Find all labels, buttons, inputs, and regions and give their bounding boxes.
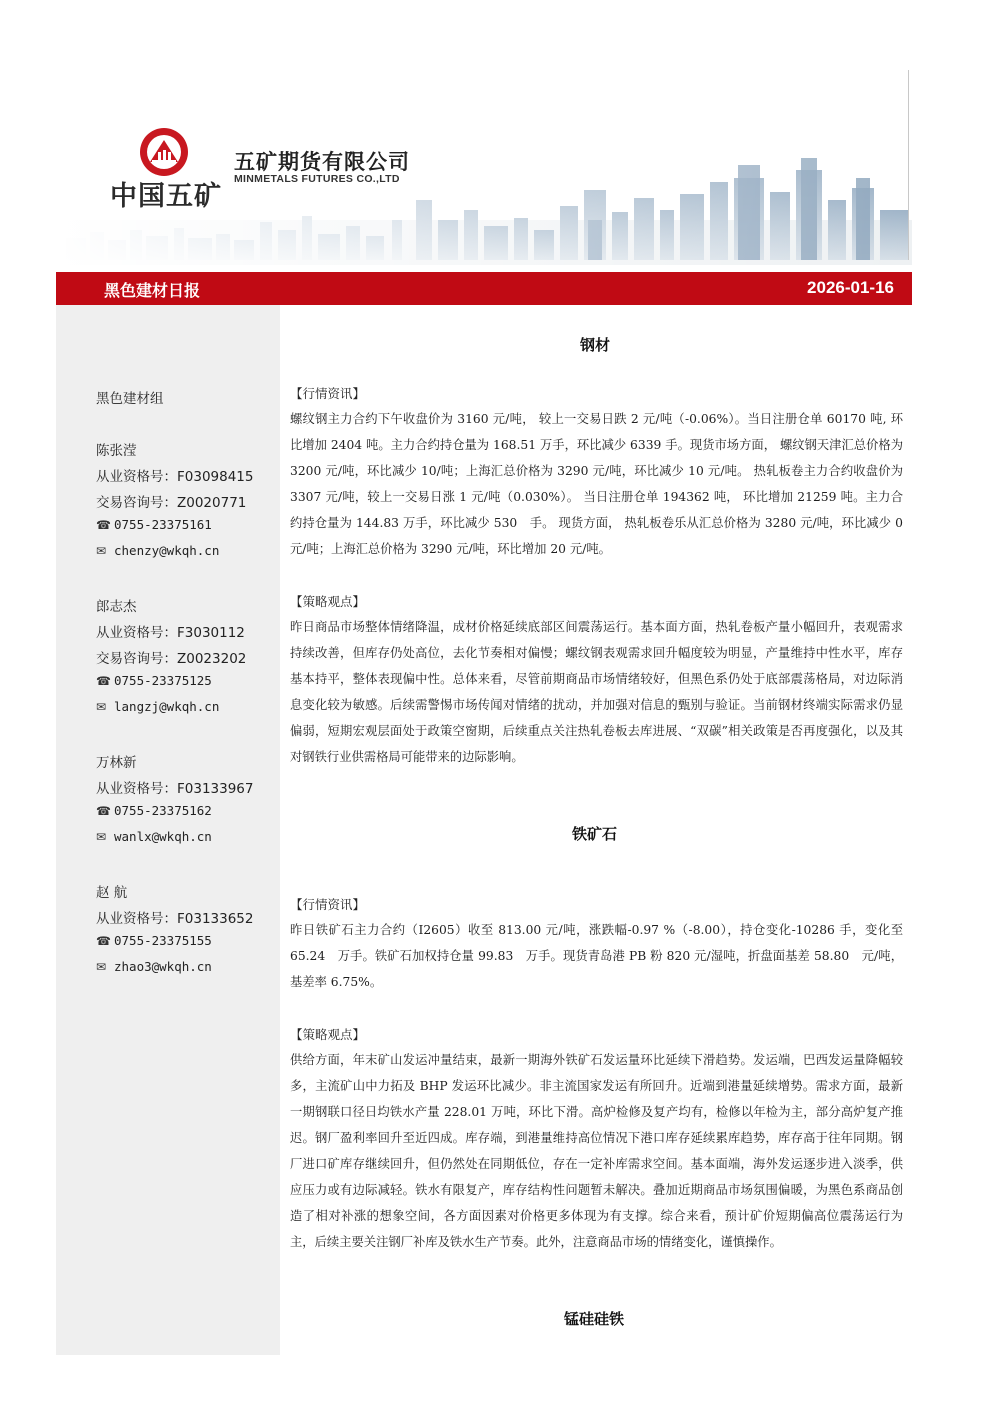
email-icon: ✉: [96, 544, 107, 558]
analyst-qualification: 从业资格号：F03098415: [96, 469, 254, 485]
phone-icon: ☎: [96, 674, 111, 688]
market-info-tag: 【行情资讯】: [290, 897, 366, 912]
email-address[interactable]: zhao3@wkqh.cn: [114, 959, 212, 974]
logo-text: 中国五矿: [110, 181, 222, 212]
report-title: 黑色建材日报: [104, 281, 201, 300]
email-address[interactable]: chenzy@wkqh.cn: [114, 543, 220, 558]
analyst-consulting-number: 交易咨询号：Z0023202: [96, 651, 247, 667]
analyst-qualification: 从业资格号：F03133652: [96, 911, 254, 927]
email-icon: ✉: [96, 700, 107, 714]
email-address[interactable]: wanlx@wkqh.cn: [114, 829, 212, 844]
phone-icon: ☎: [96, 934, 111, 948]
analyst-name: 郎志杰: [96, 599, 137, 615]
analyst-email[interactable]: [96, 959, 212, 975]
steel-strategy: 昨日商品市场整体情绪降温，成材价格延续底部区间震荡运行。基本面方面，热轧卷板产量小幅回升，表观需求持续改善，但库存仍处高位，去化节奏相对偏慢；螺纹钢表观需求回升幅度较为明显，产量维持中性水平，库存基本持平，整体表现偏中性。总体来看，尽管前期商品市场情绪较好，但黑色系仍处于底部震荡格局，对边际消息变化较为敏感。后续需警惕市场传闻对情绪的扰动，并加强对信息的甄别与验证。当前钢材终端实际需求仍显偏弱，短期宏观层面处于政策空窗期，后续重点关注热轧卷板去库进展、“双碳”相关政策是否再度强化，以及其对钢铁行业供需格局可能带来的边际影响。: [290, 620, 903, 764]
analyst-consulting-number: 交易咨询号：Z0020771: [96, 495, 247, 511]
steel-market-info: 螺纹钢主力合约下午收盘价为 3160 元/吨， 较上一交易日跌 2 元/吨（-0.06%）。当日注册仓单 60170 吨, 环比增加 2404 吨。主力合约持仓量为 168.51 万手，环比减少 6339 手。现货市场方面， 螺纹钢天津汇总价格为 3200 元/吨，环比减少 10/吨；上海汇总价格为 3290 元/吨，环比减少 10 元/吨。 热轧板卷主力合约收盘价为 3307 元/吨，较上一交易日涨 1 元/吨（0.030%）。 当日注册仓单 194362 吨， 环比增加 21259 吨。主力合约持仓量为 144.83 万手，环比减少 530 手。 现货方面， 热轧板卷乐从汇总价格为 3280 元/吨，环比减少 0 元/吨；上海汇总价格为 3290 元/吨，环比增加 20 元/吨。: [290, 412, 903, 556]
section-title-steel: 钢材: [580, 336, 611, 354]
analyst-phone: [96, 933, 212, 949]
report-date: 2026-01-16: [807, 278, 894, 297]
analyst-email[interactable]: [96, 699, 219, 715]
section-title-mn-si: 锰硅硅铁: [564, 1310, 625, 1328]
report-title-banner: [56, 272, 912, 305]
phone-number: 0755-23375161: [114, 517, 212, 532]
company-name-cn: 五矿期货有限公司: [234, 150, 410, 174]
analyst-qualification: 从业资格号：F3030112: [96, 625, 245, 641]
iron-ore-market-info: 昨日铁矿石主力合约（I2605）收至 813.00 元/吨，涨跌幅-0.97 %（-8.00），持仓变化-10286 手，变化至 65.24 万手。铁矿石加权持仓量 99.83 万手。现货青岛港 PB 粉 820 元/湿吨，折盘面基差 58.80 元/吨，基差率 6.75%。: [290, 923, 903, 989]
section-title-iron-ore: 铁矿石: [572, 825, 618, 843]
analyst-name: 陈张滢: [96, 443, 137, 459]
email-address[interactable]: langzj@wkqh.cn: [114, 699, 220, 714]
company-name-en: MINMETALS FUTURES CO.,LTD: [234, 173, 400, 185]
analyst-email[interactable]: [96, 829, 212, 845]
team-name: 黑色建材组: [96, 391, 164, 407]
analyst-phone: [96, 673, 212, 689]
header-divider: [908, 70, 909, 260]
analyst-name: 赵 航: [96, 885, 128, 901]
strategy-tag: 【策略观点】: [290, 594, 366, 609]
analyst-email[interactable]: [96, 543, 219, 559]
analyst-phone: [96, 803, 212, 819]
analyst-name: 万林新: [96, 755, 137, 771]
phone-number: 0755-23375155: [114, 933, 212, 948]
analyst-qualification: 从业资格号：F03133967: [96, 781, 254, 797]
report-header: [56, 70, 912, 265]
iron-ore-strategy: 供给方面，年末矿山发运冲量结束，最新一期海外铁矿石发运量环比延续下滑趋势。发运端，巴西发运量降幅较多，主流矿山中力拓及 BHP 发运环比减少。非主流国家发运有所回升。近端到港量延续增势。需求方面，最新一期钢联口径日均铁水产量 228.01 万吨，环比下滑。高炉检修及复产均有，检修以年检为主，部分高炉复产推迟。钢厂盈利率回升至近四成。库存端，到港量维持高位情况下港口库存延续累库趋势，库存高于往年同期。钢厂进口矿库存继续回升，但仍然处在同期低位，存在一定补库需求空间。基本面端，海外发运逐步进入淡季，供应压力或有边际减轻。铁水有限复产，库存结构性问题暂未解决。叠加近期商品市场氛围偏暖，为黑色系商品创造了相对补涨的想象空间，各方面因素对价格更多体现为有支撑。综合来看，预计矿价短期偏高位震荡运行为主，后续主要关注钢厂补库及铁水生产节奏。此外，注意商品市场的情绪变化，谨慎操作。: [290, 1053, 903, 1249]
market-info-tag: 【行情资讯】: [290, 386, 366, 401]
phone-icon: ☎: [96, 804, 111, 818]
minmetals-emblem-icon: [138, 126, 190, 178]
analyst-sidebar: [56, 305, 280, 1355]
analyst-phone: [96, 517, 212, 533]
email-icon: ✉: [96, 830, 107, 844]
strategy-tag: 【策略观点】: [290, 1027, 366, 1042]
phone-icon: ☎: [96, 518, 111, 532]
phone-number: 0755-23375162: [114, 803, 212, 818]
email-icon: ✉: [96, 960, 107, 974]
phone-number: 0755-23375125: [114, 673, 212, 688]
